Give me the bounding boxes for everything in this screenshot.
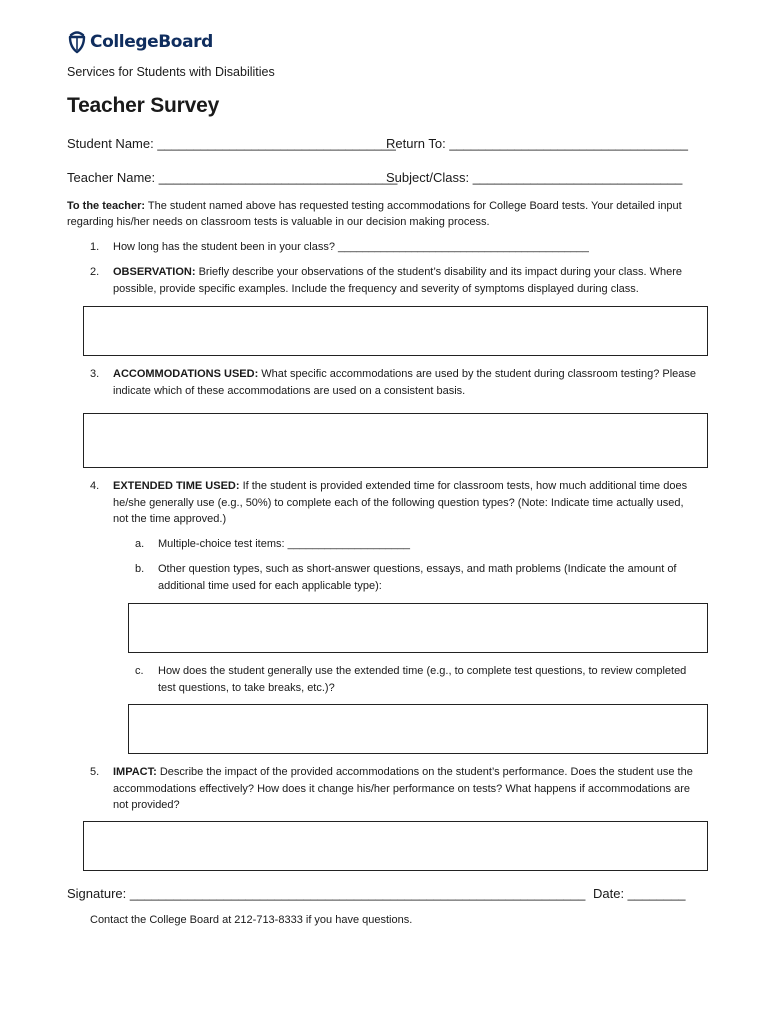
teacher-name-field[interactable]: Teacher Name: _________________________________ [67,170,398,185]
college-board-logo [67,30,213,54]
department-name: Services for Students with Disabilities [67,65,275,79]
question-lead: EXTENDED TIME USED: [113,480,240,492]
other-question-types-answer-box[interactable] [128,603,708,653]
contact-footer: Contact the College Board at 212-713-8333 if you have questions. [90,914,413,926]
impact-answer-box[interactable] [83,821,708,871]
question-text [113,478,698,528]
intro-paragraph [67,198,707,230]
page-title: Teacher Survey [67,94,220,117]
question-body: What specific accommodations are used by the student during classroom testing? Please indicate which of these accommodations are used on a consistent basis. [113,368,697,397]
sub-question-text[interactable]: Multiple-choice test items: ____________________ [158,538,410,550]
question-text [113,764,698,814]
question-body: Describe the impact of the provided accommodations on the student’s performance. Does the student use the accommodations effectively? How does it change his/her performance on tests? What happens if accommodations are not provided? [113,766,693,811]
question-number: 1. [90,241,100,253]
extended-time-usage-answer-box[interactable] [128,704,708,754]
question-number: 2. [90,266,100,278]
question-body: If the student is provided extended time for classroom tests, how much additional time does he/she generally use (e.g., 50%) to complete each of the following question types? (Note: Indicate time actually used, not the time approved.) [113,480,688,525]
date-field[interactable]: Date: ________ [593,886,686,901]
student-name-field[interactable]: Student Name: _________________________________ [67,136,396,151]
question-number: 3. [90,368,100,380]
observation-answer-box[interactable] [83,306,708,356]
signature-row [67,886,686,901]
question-number: 5. [90,766,100,778]
return-to-field[interactable]: Return To: _________________________________ [386,136,688,151]
intro-text: The student named above has requested testing accommodations for College Board tests. Your detailed input regarding his/her needs on classroom tests is valuable in our decision making process. [67,200,682,228]
sub-question-text: Other question types, such as short-answer questions, essays, and math problems (Indicate the amount of additional time used for each applicable type): [158,563,677,592]
question-text [113,366,703,399]
acorn-icon [67,30,87,54]
signature-field[interactable]: Signature: _______________________________________________________________ [67,886,586,901]
sub-question-letter: c. [135,665,144,677]
question-text [113,264,713,297]
question-lead: IMPACT: [113,766,157,778]
sub-question-letter: a. [135,538,145,550]
sub-question-text: How does the student generally use the extended time (e.g., to complete test questions, to review completed test questions, to take breaks, etc.)? [158,665,687,694]
subject-class-field[interactable]: Subject/Class: _____________________________ [386,170,683,185]
sub-question-letter: b. [135,563,145,575]
intro-lead: To the teacher: [67,200,146,212]
question-lead: OBSERVATION: [113,266,196,278]
question-text[interactable]: How long has the student been in your class? _________________________________________ [113,241,589,253]
question-number: 4. [90,480,100,492]
question-body: Briefly describe your observations of the student’s disability and its impact during your class. Where possible, provide specific examples. Include the frequency and severity of symptoms displayed during class. [113,266,682,295]
question-lead: ACCOMMODATIONS USED: [113,368,259,380]
logo-text: CollegeBoard [90,32,213,52]
accommodations-answer-box[interactable] [83,413,708,468]
